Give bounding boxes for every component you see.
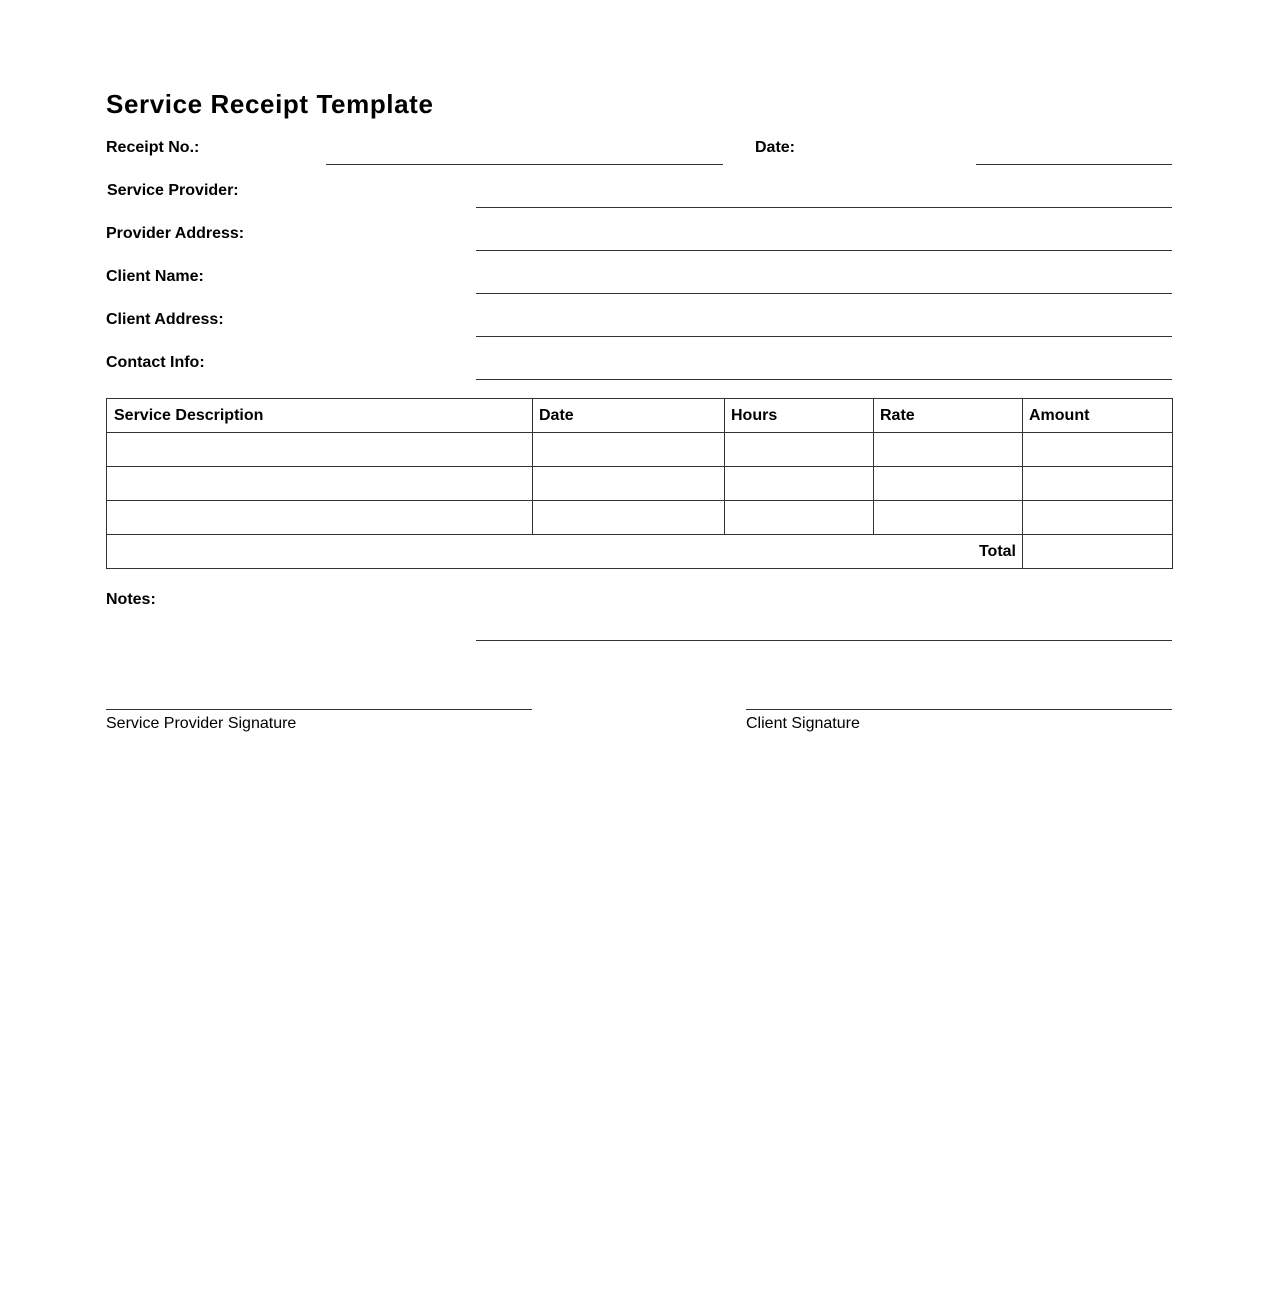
provider-address-field[interactable] (476, 224, 1172, 250)
notes-field[interactable] (476, 614, 1172, 640)
column-header-amount: Amount (1023, 399, 1173, 433)
cell-rate[interactable] (874, 433, 1023, 467)
contact-info-underline (476, 379, 1172, 380)
table-header-row (107, 399, 1173, 433)
cell-amount[interactable] (1023, 501, 1173, 535)
receipt-no-underline (326, 164, 723, 165)
provider-address-label: Provider Address: (106, 225, 245, 242)
cell-hours[interactable] (725, 433, 874, 467)
column-header-service-description: Service Description (107, 399, 533, 433)
table-row (107, 467, 1173, 501)
date-label: Date: (755, 139, 796, 156)
cell-service-description[interactable] (107, 467, 533, 501)
provider-signature-caption: Service Provider Signature (106, 715, 297, 732)
contact-info-label: Contact Info: (106, 354, 205, 371)
column-header-hours: Hours (725, 399, 874, 433)
service-provider-field[interactable] (476, 181, 1172, 207)
provider-signature-line[interactable] (106, 709, 532, 710)
total-row (107, 535, 1173, 569)
column-header-date: Date (533, 399, 725, 433)
page-title: Service Receipt Template (106, 89, 434, 119)
total-amount-cell[interactable] (1023, 535, 1173, 569)
cell-hours[interactable] (725, 501, 874, 535)
client-signature-line[interactable] (746, 709, 1172, 710)
client-address-label: Client Address: (106, 311, 224, 328)
cell-amount[interactable] (1023, 433, 1173, 467)
client-name-underline (476, 293, 1172, 294)
client-name-label: Client Name: (106, 268, 204, 285)
services-table (106, 398, 1173, 569)
notes-underline (476, 640, 1172, 641)
client-address-underline (476, 336, 1172, 337)
client-signature-caption: Client Signature (746, 715, 860, 732)
table-row (107, 501, 1173, 535)
receipt-no-field[interactable] (326, 138, 723, 164)
table-row (107, 433, 1173, 467)
cell-amount[interactable] (1023, 467, 1173, 501)
client-name-field[interactable] (476, 267, 1172, 293)
notes-label: Notes: (106, 591, 156, 608)
cell-hours[interactable] (725, 467, 874, 501)
receipt-no-label: Receipt No.: (106, 139, 200, 156)
client-address-field[interactable] (476, 310, 1172, 336)
cell-date[interactable] (533, 433, 725, 467)
cell-date[interactable] (533, 467, 725, 501)
cell-rate[interactable] (874, 467, 1023, 501)
service-provider-label: Service Provider: (107, 182, 239, 199)
cell-date[interactable] (533, 501, 725, 535)
contact-info-field[interactable] (476, 353, 1172, 379)
cell-rate[interactable] (874, 501, 1023, 535)
service-provider-underline (476, 207, 1172, 208)
provider-address-underline (476, 250, 1172, 251)
cell-service-description[interactable] (107, 501, 533, 535)
column-header-rate: Rate (874, 399, 1023, 433)
date-field[interactable] (976, 138, 1172, 164)
total-label: Total (107, 535, 1023, 569)
cell-service-description[interactable] (107, 433, 533, 467)
date-underline (976, 164, 1172, 165)
